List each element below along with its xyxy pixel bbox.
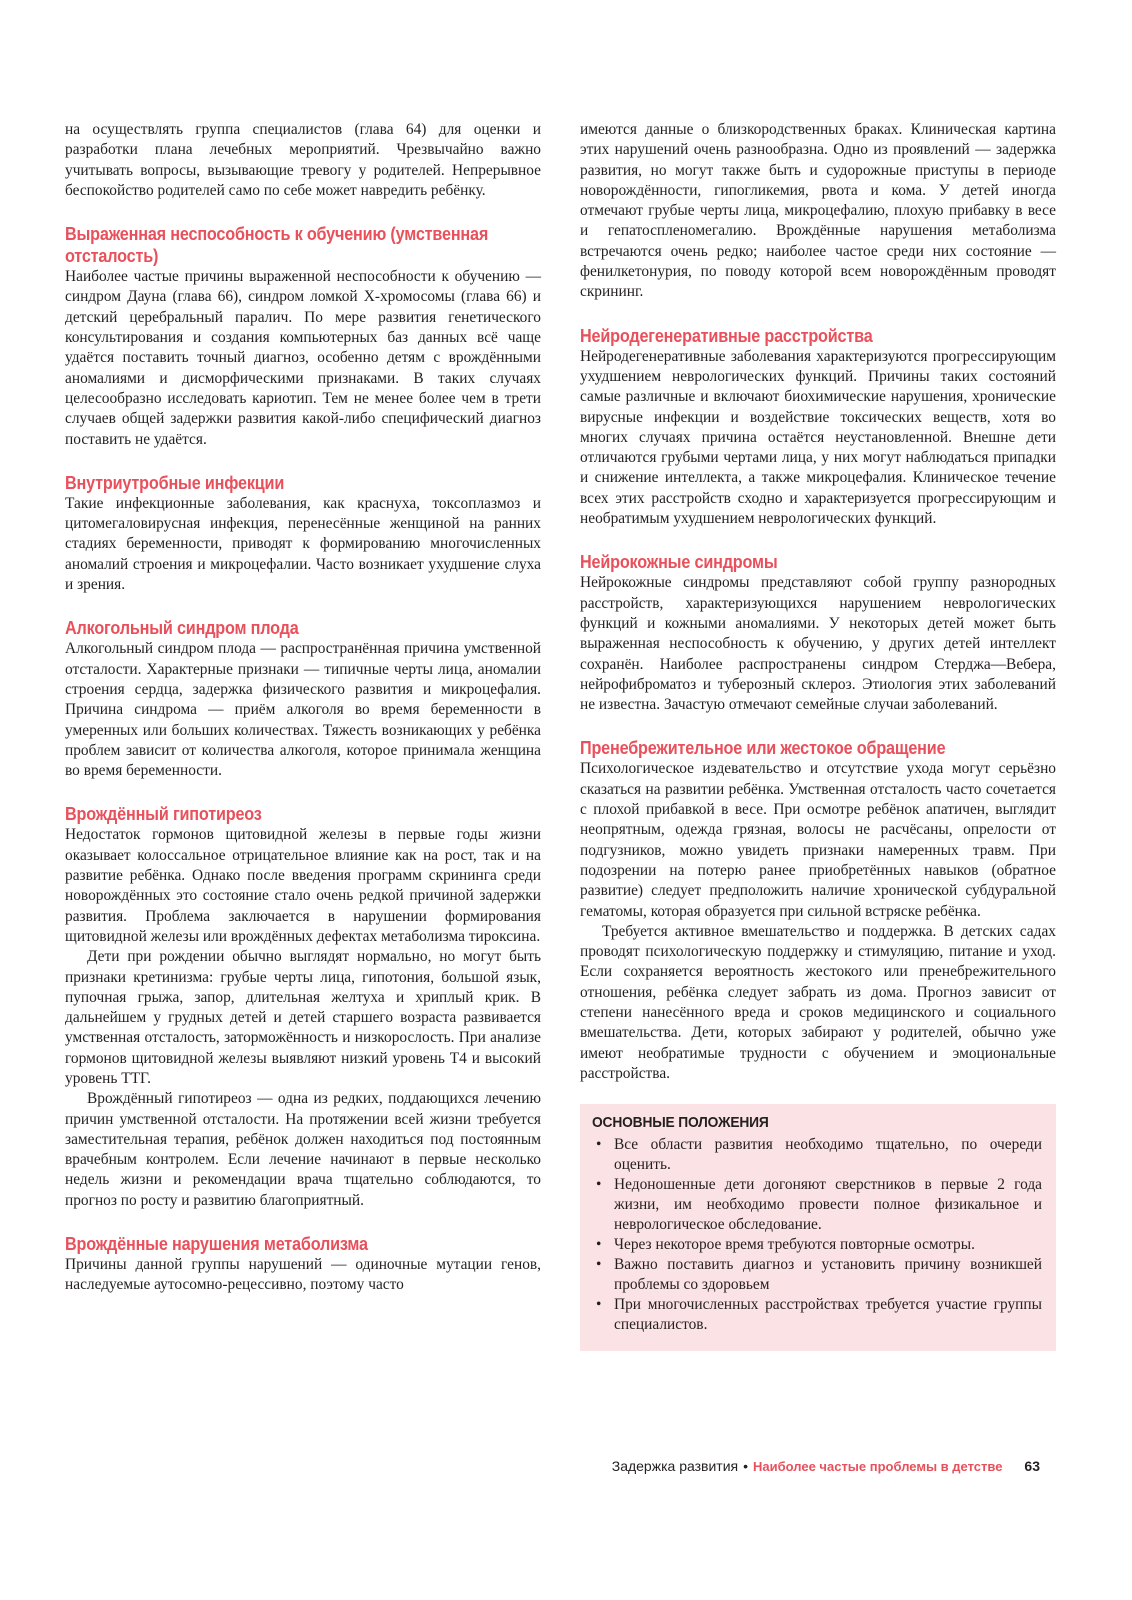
intro-paragraph: на осуществлять группа специалистов (глава 64) для оценки и разработки плана лечебных мероприятий. Чрезвычайно важно учитывать вопросы, вызывающие тревогу у родителей. Непрерывное беспокойство родителей само по себе может навредить ребёнку. — [65, 121, 541, 199]
paragraph-hypothyroidism-1: Недостаток гормонов щитовидной железы в первые годы жизни оказывает колоссальное отрицательное влияние как на рост, так и на развитие ребёнка. Однако после введения программ скрининга среди новорождённых это состояние стало очень редкой причиной задержки развития. Проблема заключается в нарушении формирования щитовидной железы или врождённых дефектах метаболизма тироксина. — [65, 826, 541, 945]
key-point-item — [592, 1175, 1042, 1235]
heading-neurodegenerative: Нейродегенеративные расстройства — [580, 325, 873, 346]
paragraph-intrauterine-infections: Такие инфекционные заболевания, как краснуха, токсоплазмоз и цитомегаловирусная инфекция, перенесённые женщиной на ранних стадиях беременности, приводят к формированию многочисленных аномалий строения и микроцефалии. Часто возникает ухудшение слуха и зрения. — [65, 494, 541, 594]
footer-section-title: Задержка развития — [611, 1458, 739, 1474]
key-point-item — [592, 1295, 1042, 1335]
heading-hypothyroidism: Врождённый гипотиреоз — [65, 804, 262, 825]
heading-fetal-alcohol: Алкогольный синдром плода — [65, 618, 299, 639]
heading-learning-disability: Выраженная неспособность к обучению (умственная отсталость) — [65, 224, 489, 267]
paragraph-hypothyroidism-2: Дети при рождении обычно выглядят нормально, но могут быть признаки кретинизма: грубые черты лица, гипотония, большой язык, пупочная грыжа, запор, длительная желтуха и хриплый крик. В дальнейшем у грудных детей и детей старшего возраста развивается умственная отсталость, заторможённость и низкорослость. При анализе гормонов щитовидной железы выявляют низкий уровень Т4 и высокий уровень ТТГ. — [65, 948, 541, 1087]
left-column — [65, 120, 541, 1296]
right-column — [580, 120, 1056, 1351]
key-points-box — [580, 1104, 1056, 1351]
paragraph-neurodegenerative: Нейродегенеративные заболевания характеризуются прогрессирующим ухудшением неврологических функций. Причины таких состояний самые различные и включают биохимические нарушения, хронические вирусные инфекции и воздействие токсических веществ, хотя во многих случаях причина остаётся неустановленной. Внешне дети отличаются грубыми чертами лица, у них могут наблюдаться припадки и снижение интеллекта, а также микроцефалия. Клиническое течение всех этих расстройств сходно и характеризуется прогрессирующим и необратимым ухудшением неврологических функций. — [580, 347, 1056, 528]
bullet-icon: • — [596, 1176, 602, 1194]
bullet-icon: • — [596, 1136, 602, 1154]
key-point-item — [592, 1135, 1042, 1175]
key-point-text: При многочисленных расстройствах требуется участие группы специалистов. — [614, 1296, 1042, 1334]
paragraph-hypothyroidism-3: Врождённый гипотиреоз — одна из редких, поддающихся лечению причин умственной отсталости. На протяжении всей жизни требуется заместительная терапия, ребёнок должен находиться под постоянным врачебным контролем. Если лечение начинают в первые несколько недель жизни и рекомендации врача тщательно соблюдаются, то прогноз по росту и развитию благоприятный. — [65, 1090, 541, 1209]
paragraph-fetal-alcohol: Алкогольный синдром плода — распространённая причина умственной отсталости. Характерные признаки — типичные черты лица, аномалии строения сердца, задержка физического развития и микроцефалия. Причина синдрома — приём алкоголя во время беременности в умеренных или больших количествах. Тяжесть возникающих у ребёнка проблем зависит от количества алкоголя, которое принимала женщина во время беременности. — [65, 640, 541, 780]
footer-chapter-title: Наиболее частые проблемы в детстве — [753, 1459, 1003, 1474]
bullet-icon: • — [596, 1296, 602, 1314]
heading-abuse: Пренебрежительное или жестокое обращение — [580, 738, 946, 759]
page-footer — [612, 1458, 1040, 1474]
paragraph-neurocutaneous: Нейрокожные синдромы представляют собой группу разнородных расстройств, характеризующихся нарушением неврологических функций и кожными аномалиями. У некоторых детей может быть выраженная неспособность к обучению, у других детей интеллект сохранён. Наиболее распространены синдром Стерджа—Вебера, нейрофиброматоз и туберозный склероз. Этиология этих заболеваний не известна. Зачастую отмечают семейные случаи заболеваний. — [580, 574, 1056, 714]
key-point-item — [592, 1255, 1042, 1295]
key-point-text: Все области развития необходимо тщательно, по очереди оценить. — [614, 1136, 1042, 1174]
key-points-list — [592, 1135, 1042, 1335]
bullet-icon: • — [596, 1256, 602, 1274]
key-point-text: Недоношенные дети догоняют сверстников в первые 2 года жизни, им необходимо провести полное физикальное и неврологическое обследование. — [614, 1176, 1042, 1234]
paragraph-abuse-1: Психологическое издевательство и отсутствие ухода могут серьёзно сказаться на развитии ребёнка. Умственная отсталость часто сочетается с плохой прибавкой в весе. При осмотре ребёнок апатичен, выглядит неопрятным, одежда грязная, волосы не расчёсаны, опрелости от подгузников, можно увидеть признаки намеренных травм. При подозрении на потерю ранее приобретённых навыков (обратное развитие) следует предположить наличие хронической субдуральной гематомы, которая образуется при сильной встряске ребёнка. — [580, 760, 1056, 920]
paragraph-metabolism-continued: имеются данные о близкородственных браках. Клиническая картина этих нарушений очень разнообразна. Одно из проявлений — задержка развития, но могут также быть и судорожные приступы в периоде новорождённости, гипогликемия, рвота и кома. У детей иногда отмечают грубые черты лица, микроцефалию, плохую прибавку в весе и гепатоспленомегалию. Врождённые нарушения метаболизма встречаются очень редко; наиболее частое среди них состояние — фенилкетонурия, по поводу которой всем новорождённым проводят скрининг. — [580, 121, 1056, 301]
heading-intrauterine-infections: Внутриутробные инфекции — [65, 472, 285, 493]
paragraph-metabolism: Причины данной группы нарушений — одиночные мутации генов, наследуемые аутосомно-рецессивно, поэтому часто — [65, 1256, 541, 1294]
page-number: 63 — [1024, 1458, 1040, 1474]
key-point-item — [592, 1235, 1042, 1255]
bullet-icon: • — [596, 1236, 602, 1254]
paragraph-abuse-2: Требуется активное вмешательство и поддержка. В детских садах проводят психологическую поддержку и стимуляцию, питание и уход. Если сохраняется вероятность жестокого или пренебрежительного отношения, ребёнка следует забрать из дома. Прогноз зависит от степени нанесённого вреда и сроков медицинского и социального вмешательства. Дети, которых забирают у родителей, обычно уже имеют необратимые трудности с обучением и эмоциональные расстройства. — [580, 922, 1056, 1082]
key-points-title: ОСНОВНЫЕ ПОЛОЖЕНИЯ — [592, 1114, 769, 1132]
footer-separator: • — [743, 1458, 749, 1474]
paragraph-learning-disability: Наиболее частые причины выраженной неспособности к обучению — синдром Дауна (глава 66), синдром ломкой X-хромосомы (глава 66) и детский церебральный паралич. По мере развития генетического консультирования и создания компьютерных баз данных всё чаще удаётся поставить точный диагноз, особенно детям с врождёнными аномалиями и дисморфическими признаками. В таких случаях целесообразно исследовать кариотип. Тем не менее более чем в трети случаев общей задержки развития какой-либо специфический диагноз поставить не удаётся. — [65, 268, 541, 448]
heading-metabolism: Врождённые нарушения метаболизма — [65, 1234, 368, 1255]
heading-neurocutaneous: Нейрокожные синдромы — [580, 552, 778, 573]
key-point-text: Важно поставить диагноз и установить причину возникшей проблемы со здоровьем — [614, 1256, 1042, 1294]
key-point-text: Через некоторое время требуются повторные осмотры. — [614, 1236, 975, 1254]
